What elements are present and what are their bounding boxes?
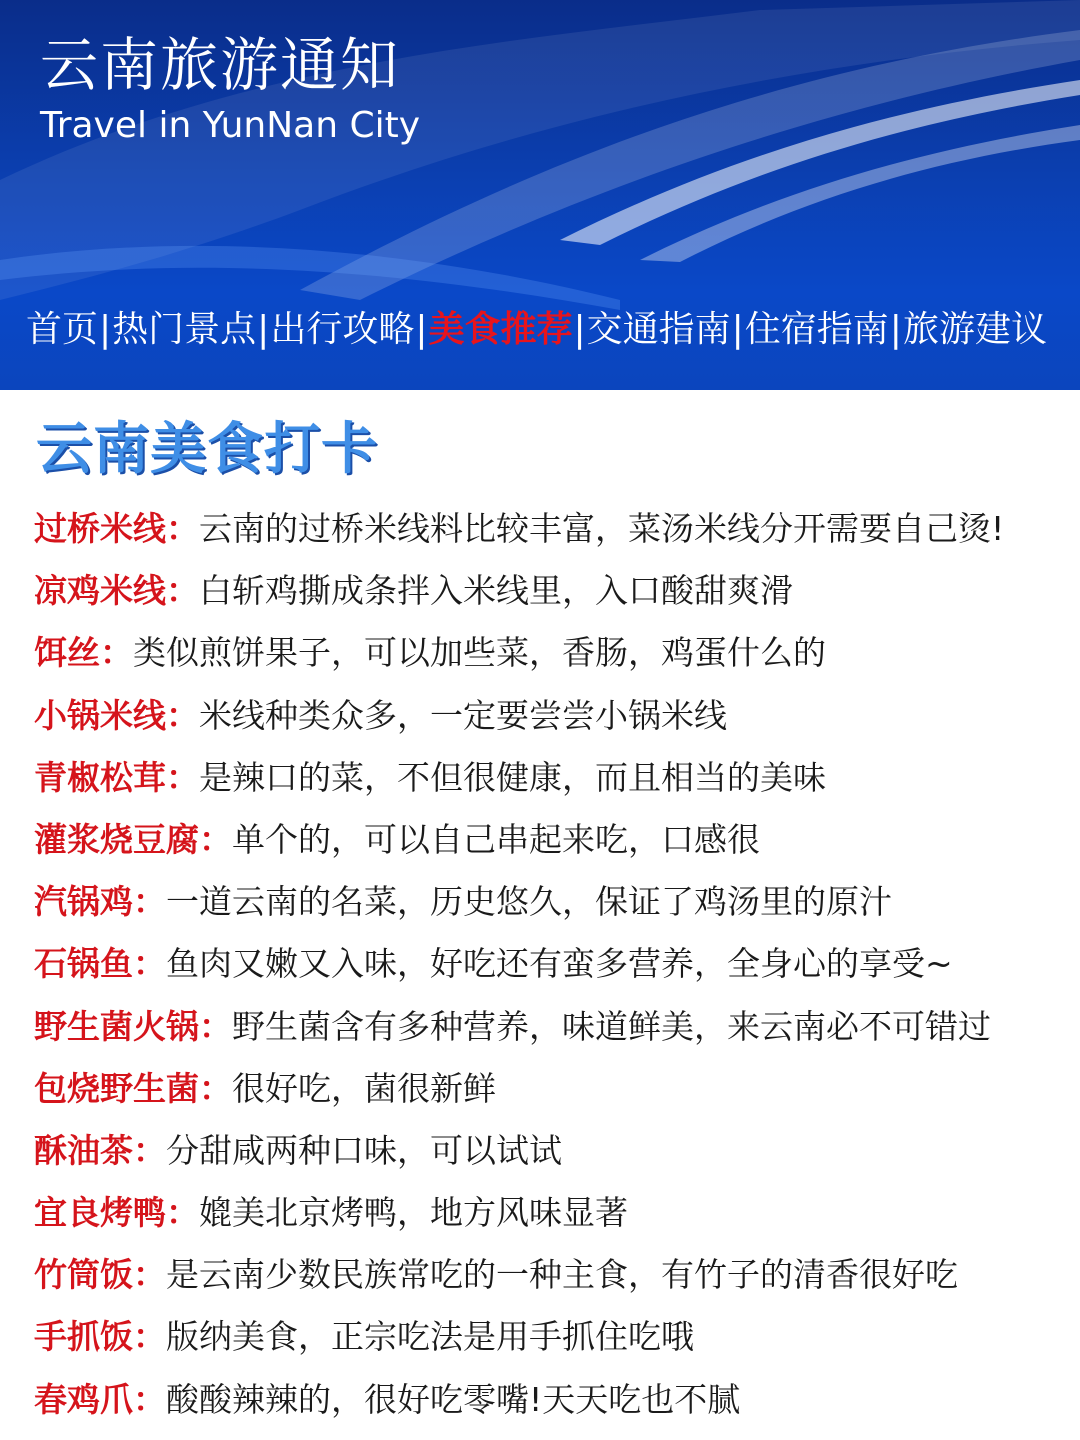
food-description: 野生菌含有多种营养，味道鲜美，来云南必不可错过 — [232, 1006, 991, 1046]
food-name: 手抓饭： — [34, 1317, 166, 1357]
list-item — [34, 1058, 1074, 1120]
food-description: 分甜咸两种口味，可以试试 — [166, 1130, 562, 1170]
food-description: 一道云南的名菜，历史悠久，保证了鸡汤里的原汁 — [166, 882, 892, 922]
food-description: 是辣口的菜，不但很健康，而且相当的美味 — [199, 757, 826, 797]
list-item — [34, 498, 1074, 560]
list-item — [34, 1182, 1074, 1244]
page-subtitle: Travel in YunNan City — [40, 105, 421, 146]
list-item — [34, 1369, 1074, 1431]
food-name: 石锅鱼： — [34, 944, 166, 984]
food-description: 酸酸辣辣的，很好吃零嘴!天天吃也不腻 — [166, 1379, 741, 1419]
list-item — [34, 622, 1074, 684]
section-title: 云南美食打卡 — [36, 417, 378, 482]
list-item — [34, 996, 1074, 1058]
food-description: 很好吃，菌很新鲜 — [232, 1068, 496, 1108]
list-item — [34, 1306, 1074, 1368]
list-item — [34, 809, 1074, 871]
food-name: 小锅米线： — [34, 695, 199, 735]
food-name: 酥油茶： — [34, 1130, 166, 1170]
food-name: 野生菌火锅： — [34, 1006, 232, 1046]
food-description: 媲美北京烤鸭，地方风味显著 — [199, 1193, 628, 1233]
top-nav — [26, 306, 1066, 354]
food-name: 春鸡爪： — [34, 1379, 166, 1419]
food-name: 青椒松茸： — [34, 757, 199, 797]
food-list — [34, 498, 1074, 1431]
nav-hot-attractions[interactable]: 热门景点 — [112, 309, 257, 350]
food-name: 包烧野生菌： — [34, 1068, 232, 1108]
list-item — [34, 933, 1074, 995]
nav-separator: | — [573, 309, 586, 350]
page-title: 云南旅游通知 — [40, 31, 401, 99]
nav-travel-guide[interactable]: 出行攻略 — [270, 309, 415, 350]
nav-home[interactable]: 首页 — [26, 309, 99, 350]
list-item — [34, 871, 1074, 933]
nav-separator: | — [99, 309, 112, 350]
nav-separator: | — [415, 309, 428, 350]
list-item — [34, 1244, 1074, 1306]
food-description: 鱼肉又嫩又入味，好吃还有蛮多营养，全身心的享受~ — [166, 944, 953, 984]
list-item — [34, 560, 1074, 622]
list-item — [34, 1120, 1074, 1182]
nav-separator: | — [731, 309, 744, 350]
food-description: 是云南少数民族常吃的一种主食，有竹子的清香很好吃 — [166, 1255, 958, 1295]
food-name: 竹筒饭： — [34, 1255, 166, 1295]
food-description: 类似煎饼果子，可以加些菜，香肠，鸡蛋什么的 — [133, 633, 826, 673]
nav-food-recommendations[interactable]: 美食推荐 — [428, 309, 573, 350]
food-description: 白斩鸡撕成条拌入米线里，入口酸甜爽滑 — [199, 571, 793, 611]
food-name: 过桥米线： — [34, 509, 199, 548]
food-name: 灌浆烧豆腐： — [34, 819, 232, 859]
header-banner — [0, 0, 1080, 390]
food-name: 汽锅鸡： — [34, 882, 166, 922]
list-item — [34, 747, 1074, 809]
food-name: 凉鸡米线： — [34, 571, 199, 611]
food-description: 米线种类众多，一定要尝尝小锅米线 — [199, 695, 727, 735]
nav-separator: | — [257, 309, 270, 350]
food-name: 饵丝： — [34, 633, 133, 673]
food-description: 单个的，可以自己串起来吃，口感很 — [232, 819, 760, 859]
food-description: 版纳美食，正宗吃法是用手抓住吃哦 — [166, 1317, 694, 1357]
food-description: 云南的过桥米线料比较丰富，菜汤米线分开需要自己烫! — [199, 509, 1005, 548]
nav-transport-guide[interactable]: 交通指南 — [586, 309, 731, 350]
nav-separator: | — [889, 309, 902, 350]
list-item — [34, 685, 1074, 747]
nav-travel-tips[interactable]: 旅游建议 — [902, 309, 1047, 350]
food-name: 宜良烤鸭： — [34, 1193, 199, 1233]
nav-accommodation-guide[interactable]: 住宿指南 — [744, 309, 889, 350]
